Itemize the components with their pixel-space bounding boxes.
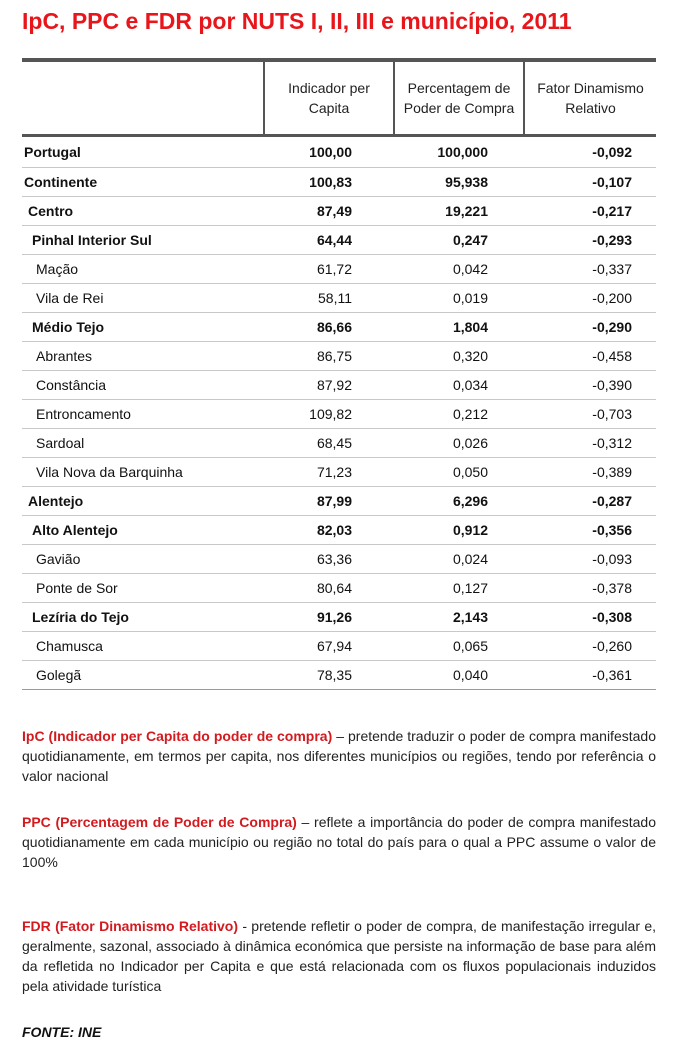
row-name: Sardoal (22, 429, 264, 458)
row-name: Alto Alentejo (22, 516, 264, 545)
row-ipc: 87,92 (264, 371, 394, 400)
row-fdr: -0,200 (524, 284, 656, 313)
page-title: IpC, PPC e FDR por NUTS I, II, III e município, 2011 (22, 8, 572, 34)
row-name: Portugal (22, 136, 264, 168)
table-row (22, 516, 656, 545)
table-row (22, 284, 656, 313)
table-row (22, 661, 656, 690)
row-ipc: 100,00 (264, 136, 394, 168)
row-name: Centro (22, 197, 264, 226)
definition-term: IpC (Indicador per Capita do poder de compra) (22, 728, 333, 744)
row-name: Chamusca (22, 632, 264, 661)
row-fdr: -0,107 (524, 168, 656, 197)
table-row (22, 371, 656, 400)
row-name: Ponte de Sor (22, 574, 264, 603)
row-ppc: 95,938 (394, 168, 524, 197)
row-ppc: 0,042 (394, 255, 524, 284)
row-ipc: 87,49 (264, 197, 394, 226)
row-ipc: 80,64 (264, 574, 394, 603)
row-ppc: 0,912 (394, 516, 524, 545)
row-name: Abrantes (22, 342, 264, 371)
row-name: Médio Tejo (22, 313, 264, 342)
table-row (22, 429, 656, 458)
row-fdr: -0,356 (524, 516, 656, 545)
row-name: Vila de Rei (22, 284, 264, 313)
table-row (22, 574, 656, 603)
definition-text: – pretende traduzir o poder de compra manifestado quotidianamente, em termos per capita, nos diferentes municípios ou regiões, tendo por referência o valor nacional (22, 728, 656, 784)
row-fdr: -0,308 (524, 603, 656, 632)
row-ipc: 71,23 (264, 458, 394, 487)
row-ipc: 86,66 (264, 313, 394, 342)
row-name: Golegã (22, 661, 264, 690)
row-ppc: 0,127 (394, 574, 524, 603)
definition-text: – reflete a importância do poder de compra manifestado quotidianamente em cada município ou região no total do país para o qual a PPC assume o valor de 100% (22, 814, 656, 870)
row-ppc: 0,026 (394, 429, 524, 458)
table-row (22, 136, 656, 168)
row-fdr: -0,337 (524, 255, 656, 284)
row-ppc: 1,804 (394, 313, 524, 342)
header-ipc: Indicador per Capita (264, 60, 394, 136)
table-body (22, 136, 656, 690)
row-ppc: 0,019 (394, 284, 524, 313)
row-ppc: 2,143 (394, 603, 524, 632)
row-ipc: 86,75 (264, 342, 394, 371)
table-row (22, 458, 656, 487)
row-fdr: -0,293 (524, 226, 656, 255)
row-name: Pinhal Interior Sul (22, 226, 264, 255)
table-row (22, 226, 656, 255)
table-row (22, 342, 656, 371)
row-ipc: 109,82 (264, 400, 394, 429)
table-row (22, 197, 656, 226)
row-ipc: 82,03 (264, 516, 394, 545)
row-name: Alentejo (22, 487, 264, 516)
row-name: Constância (22, 371, 264, 400)
table-row (22, 632, 656, 661)
definition-term: FDR (Fator Dinamismo Relativo) (22, 918, 238, 934)
definition-text: - pretende refletir o poder de compra, de manifestação irregular e, geralmente, sazonal, associado à dinâmica económica que persiste na informação de base para além da refletida no Indicador per Capita e que está relacionada com os fluxos populacionais induzidos pela atividade turística (22, 918, 656, 994)
row-ipc: 64,44 (264, 226, 394, 255)
row-ipc: 63,36 (264, 545, 394, 574)
row-fdr: -0,092 (524, 136, 656, 168)
table-row (22, 313, 656, 342)
header-region (22, 60, 264, 136)
row-ppc: 0,247 (394, 226, 524, 255)
row-fdr: -0,703 (524, 400, 656, 429)
row-ipc: 61,72 (264, 255, 394, 284)
table-row (22, 168, 656, 197)
row-fdr: -0,093 (524, 545, 656, 574)
header-fdr: Fator Dinamismo Relativo (524, 60, 656, 136)
row-fdr: -0,390 (524, 371, 656, 400)
row-ppc: 100,000 (394, 136, 524, 168)
row-fdr: -0,361 (524, 661, 656, 690)
data-table (22, 58, 656, 690)
row-ipc: 91,26 (264, 603, 394, 632)
row-fdr: -0,290 (524, 313, 656, 342)
row-fdr: -0,312 (524, 429, 656, 458)
row-fdr: -0,389 (524, 458, 656, 487)
row-name: Continente (22, 168, 264, 197)
row-ipc: 78,35 (264, 661, 394, 690)
table-row (22, 603, 656, 632)
row-fdr: -0,217 (524, 197, 656, 226)
row-name: Mação (22, 255, 264, 284)
row-ipc: 67,94 (264, 632, 394, 661)
row-fdr: -0,260 (524, 632, 656, 661)
row-fdr: -0,378 (524, 574, 656, 603)
table-row (22, 545, 656, 574)
row-ppc: 0,320 (394, 342, 524, 371)
source-note: FONTE: INE (22, 1024, 102, 1040)
row-ipc: 58,11 (264, 284, 394, 313)
definition-ppc (22, 812, 656, 872)
row-ppc: 19,221 (394, 197, 524, 226)
row-ppc: 0,212 (394, 400, 524, 429)
row-fdr: -0,287 (524, 487, 656, 516)
table-row (22, 487, 656, 516)
table-row (22, 255, 656, 284)
table-header-row (22, 60, 656, 136)
header-ppc: Percentagem de Poder de Compra (394, 60, 524, 136)
row-ppc: 0,024 (394, 545, 524, 574)
row-name: Entroncamento (22, 400, 264, 429)
table-row (22, 400, 656, 429)
row-ppc: 0,040 (394, 661, 524, 690)
row-ipc: 87,99 (264, 487, 394, 516)
row-ipc: 100,83 (264, 168, 394, 197)
row-ppc: 0,034 (394, 371, 524, 400)
row-ipc: 68,45 (264, 429, 394, 458)
row-fdr: -0,458 (524, 342, 656, 371)
row-name: Lezíria do Tejo (22, 603, 264, 632)
row-name: Vila Nova da Barquinha (22, 458, 264, 487)
row-ppc: 6,296 (394, 487, 524, 516)
row-ppc: 0,065 (394, 632, 524, 661)
definition-fdr (22, 916, 656, 996)
row-ppc: 0,050 (394, 458, 524, 487)
definition-term: PPC (Percentagem de Poder de Compra) (22, 814, 297, 830)
row-name: Gavião (22, 545, 264, 574)
definition-ipc (22, 726, 656, 786)
